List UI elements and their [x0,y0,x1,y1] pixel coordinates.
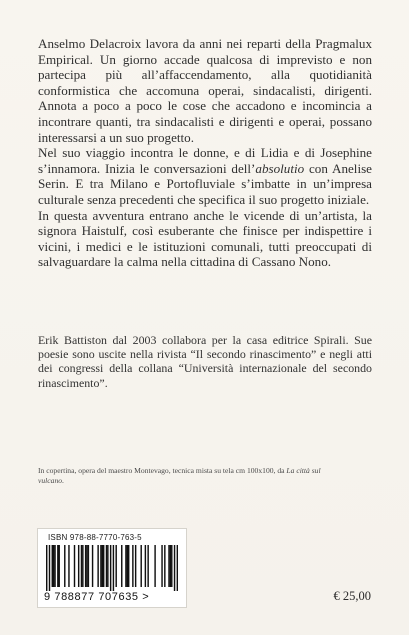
cover-credit-text: In copertina, opera del maestro Montevago, tecnica mista su tela cm 100x100, da [38,466,287,475]
barcode-bar [85,545,86,587]
price: € 25,00 [333,589,371,603]
barcode-bar [145,545,146,587]
barcode-bar [52,545,53,587]
barcode-bar [57,545,58,587]
cover-credit-end: . [62,475,64,485]
barcode-box [37,528,187,608]
barcode-bar [102,545,103,587]
author-bio [38,333,372,390]
barcode-bar [113,545,114,591]
barcode-bar [168,545,169,587]
barcode-bar [82,545,83,587]
cover-credit [38,466,348,486]
synopsis-italic-term: absolutio [255,160,305,176]
barcode-bar [121,545,122,587]
barcode-bar [74,545,75,587]
cover-artwork-title: La città sul vulcano [38,466,321,485]
barcode-bar [154,545,155,587]
barcode-bar [49,545,50,591]
barcode-bar [135,545,136,587]
synopsis-paragraph-1: Anselmo Delacroix lavora da anni nei reparti della Pragmalux Empirical. Un giorno accade qualcosa di imprevisto e non partecipa più all’affaccendamento, alla quotidianità conformistica che accomuna operai, sindacalisti, dirigenti. Annota a poco a poco le cose che accadono e incomincia a incontrare quanti, tra sindacalisti e dirigenti e operai, possano interessarsi a un suo progetto. [38,36,372,145]
barcode-bar [68,545,69,587]
barcode-bar [147,545,148,587]
barcode-icon [46,545,178,591]
barcode-bar [100,545,101,587]
synopsis-paragraph-2 [38,145,372,207]
barcode-bar [46,545,47,591]
barcode-bar [161,545,162,587]
barcode-bar [59,545,60,587]
barcode-bar [97,545,98,587]
synopsis-paragraph-2-start: Nel suo viaggio incontra le donne, e di Lidia e di Josephine s’innamora. Inizia le conversazioni dell’ [38,145,372,176]
synopsis-paragraph-3: In questa avventura entrano anche le vicende di un’artista, la signora Haistulf, così esuberante che finisce per indispettire i vicini, i medici e le istituzioni comunali, tutti preoccupati di salvaguardare la calma nella cittadina di Cassano Nono. [38,207,372,270]
synopsis-blurb [38,36,372,270]
barcode-bar [128,545,129,587]
barcode-bar [177,545,178,591]
barcode-bar [171,545,172,587]
isbn-label: ISBN 978-88-7770-763-5 [48,533,142,542]
barcode-bar [132,545,133,587]
barcode-bar [54,545,55,587]
barcode-bar [115,545,116,587]
barcode-bar [53,545,54,587]
barcode-bar [64,545,65,587]
barcode-bar [170,545,171,587]
barcode-bar [78,545,79,587]
barcode-bar [92,545,93,587]
synopsis-paragraph-2-end: con Anelise Serin. E tra Milano e Portofluviale s’imbatte in un’impresa culturale senza precedenti che specifica il suo progetto iniziale. [38,160,372,207]
barcode-bar [174,545,175,591]
barcode-bar [127,545,128,587]
barcode-bar [81,545,82,587]
barcode-bar [86,545,87,587]
barcode-bar [110,545,111,591]
barcode-bar [125,545,126,587]
barcode-bar [164,545,165,587]
barcode-bar [140,545,141,587]
barcode-bar [88,545,89,587]
author-bio-text: Erik Battiston dal 2003 collabora per la casa editrice Spirali. Sue poesie sono uscite nella rivista “Il secondo rinascimento” e negli atti dei congressi della collana “Università internazionale del secondo rinascimento”. [38,333,372,390]
barcode-digits: 9 788877 707635 > [44,591,150,603]
barcode-bar [107,545,108,587]
barcode-bar [103,545,104,587]
barcode-bar [106,545,107,587]
